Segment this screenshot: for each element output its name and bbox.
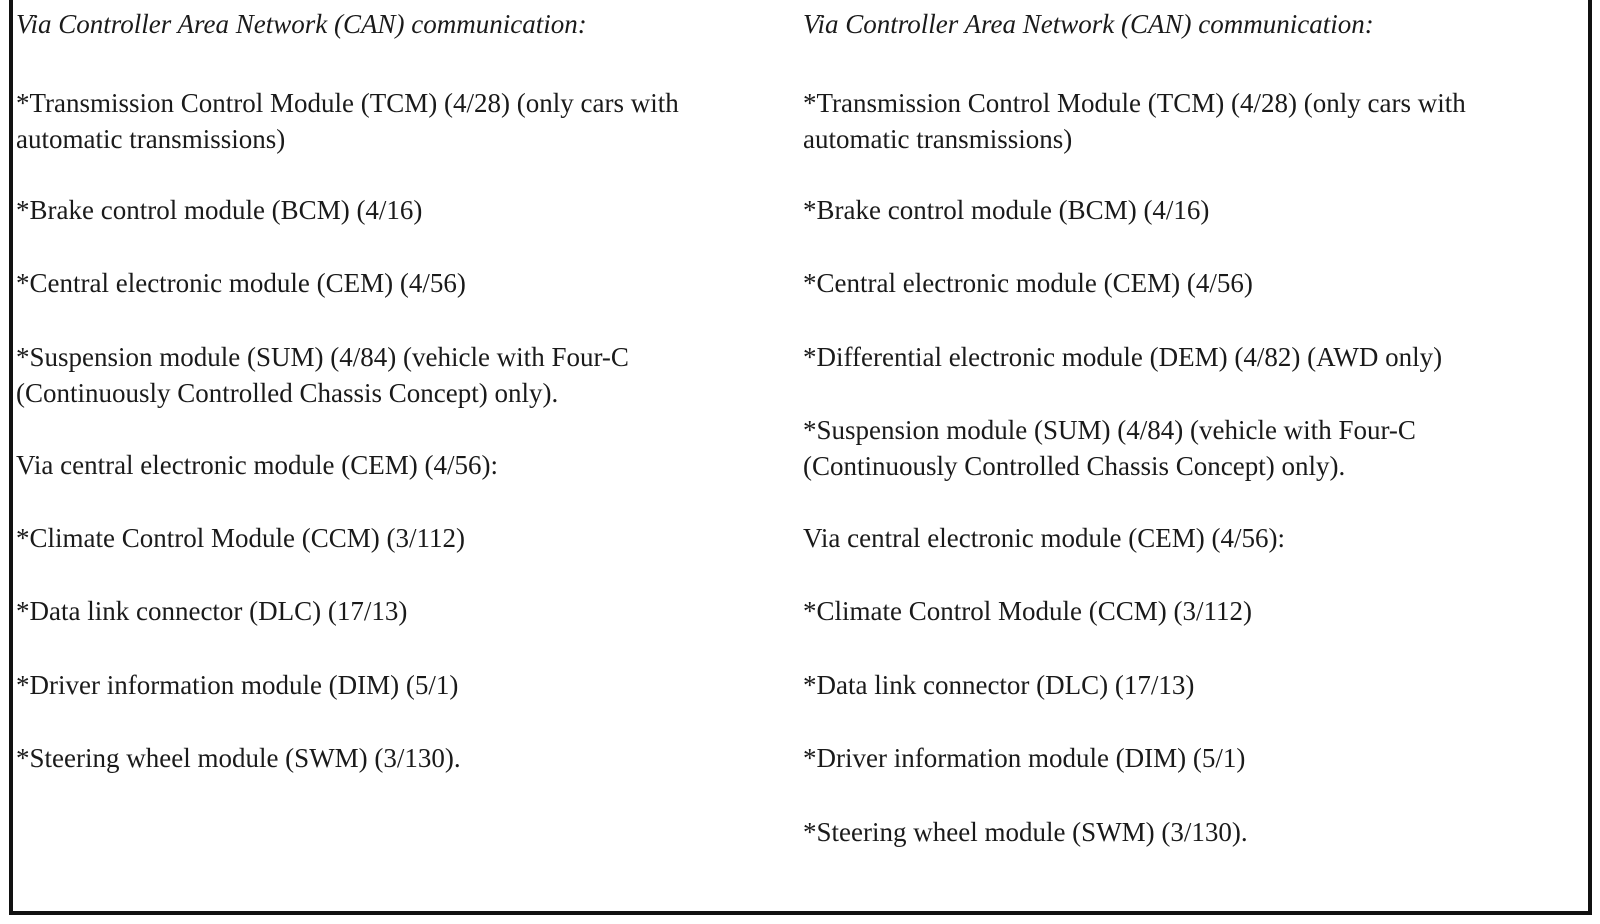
left-item-ccm: *Climate Control Module (CCM) (3/112) — [16, 523, 465, 553]
right-item-cem: *Central electronic module (CEM) (4/56) — [803, 268, 1253, 298]
right-item-bcm: *Brake control module (BCM) (4/16) — [803, 195, 1210, 225]
right-item-swm: *Steering wheel module (SWM) (3/130). — [803, 817, 1248, 847]
right-item-sum: *Suspension module (SUM) (4/84) (vehicle with Four-C (Continuously Controlled Chassis Concept) only). — [803, 415, 1416, 481]
left-subheading-cem: Via central electronic module (CEM) (4/56): — [16, 450, 498, 480]
left-column-heading: Via Controller Area Network (CAN) communication: — [16, 9, 587, 39]
right-item-dlc: *Data link connector (DLC) (17/13) — [803, 670, 1195, 700]
left-item-bcm: *Brake control module (BCM) (4/16) — [16, 195, 423, 225]
right-column-heading: Via Controller Area Network (CAN) communication: — [803, 9, 1374, 39]
right-item-dim: *Driver information module (DIM) (5/1) — [803, 743, 1246, 773]
left-item-swm: *Steering wheel module (SWM) (3/130). — [16, 743, 461, 773]
right-subheading-cem: Via central electronic module (CEM) (4/56): — [803, 523, 1285, 553]
right-item-ccm: *Climate Control Module (CCM) (3/112) — [803, 596, 1252, 626]
right-item-tcm: *Transmission Control Module (TCM) (4/28) (only cars with automatic transmissions) — [803, 88, 1466, 154]
left-item-dlc: *Data link connector (DLC) (17/13) — [16, 596, 408, 626]
left-item-sum: *Suspension module (SUM) (4/84) (vehicle with Four-C (Continuously Controlled Chassis Concept) only). — [16, 342, 629, 408]
right-item-dem: *Differential electronic module (DEM) (4/82) (AWD only) — [803, 342, 1443, 372]
left-item-tcm: *Transmission Control Module (TCM) (4/28) (only cars with automatic transmissions) — [16, 88, 679, 154]
left-item-cem: *Central electronic module (CEM) (4/56) — [16, 268, 466, 298]
left-item-dim: *Driver information module (DIM) (5/1) — [16, 670, 459, 700]
